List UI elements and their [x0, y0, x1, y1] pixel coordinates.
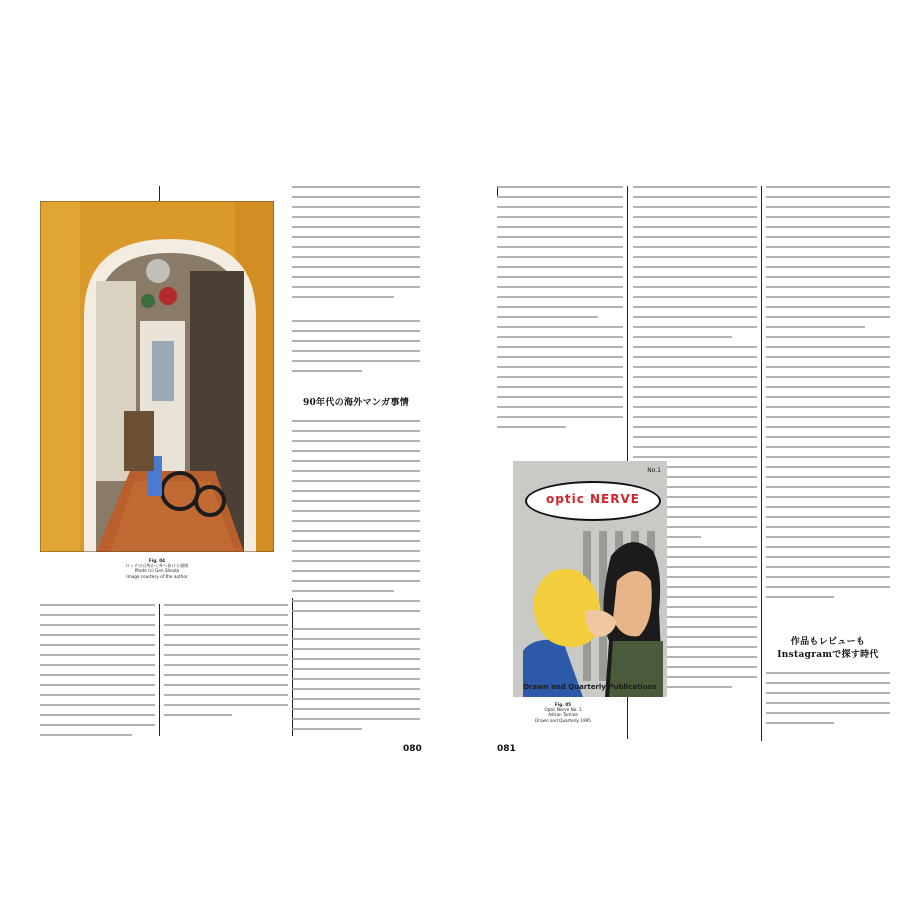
photo-caption-title: ロッテの台所から外へ抜ける通路: [125, 563, 189, 569]
cover-publisher: Drawn and Quarterly Publications: [523, 683, 657, 691]
photo-caption-line2: Image courtesy of the author: [126, 573, 188, 579]
cover-caption: [513, 702, 613, 723]
cover-logo-text: optic NERVE: [546, 492, 640, 506]
cover-issue: No.1: [647, 467, 661, 474]
corridor-photo: [40, 201, 274, 552]
body-text-column: [766, 672, 890, 738]
cover-caption-line1: Optic Nerve No. 1: [544, 707, 582, 713]
section-heading-line2: Instagramで探す時代: [777, 650, 879, 660]
column-rule: [627, 697, 628, 739]
comic-cover: [513, 461, 667, 697]
cover-logo: [525, 481, 661, 521]
body-text-column: [40, 604, 155, 738]
body-text-column: [292, 628, 420, 738]
corridor-illustration: [40, 201, 274, 552]
section-heading: [766, 636, 890, 662]
column-rule: [159, 604, 160, 736]
body-text-column: [292, 186, 420, 326]
section-heading: 90年代の海外マンガ事情: [302, 398, 410, 408]
body-text-column: [292, 320, 420, 380]
photo-caption-fig: Fig. 04: [148, 558, 166, 563]
page-number-right: 081: [497, 744, 516, 754]
cover-caption-line3: Drawn and Quarterly 1995: [535, 717, 591, 723]
cover-caption-fig: Fig. 05: [554, 702, 572, 707]
body-text-column: [164, 604, 288, 738]
section-heading-line1: 作品もレビューも: [790, 637, 866, 647]
body-text-column: [292, 420, 420, 620]
column-rule: [761, 186, 762, 741]
column-rule: [627, 186, 628, 461]
body-text-column: [766, 186, 890, 626]
page-number-left: 080: [403, 744, 422, 754]
photo-caption-line1: Photo (c) Gen Shioda: [134, 568, 180, 574]
photo-caption: [40, 558, 274, 579]
body-text-column: [497, 186, 623, 456]
cover-caption-line2: Adrian Tomine: [548, 712, 578, 718]
